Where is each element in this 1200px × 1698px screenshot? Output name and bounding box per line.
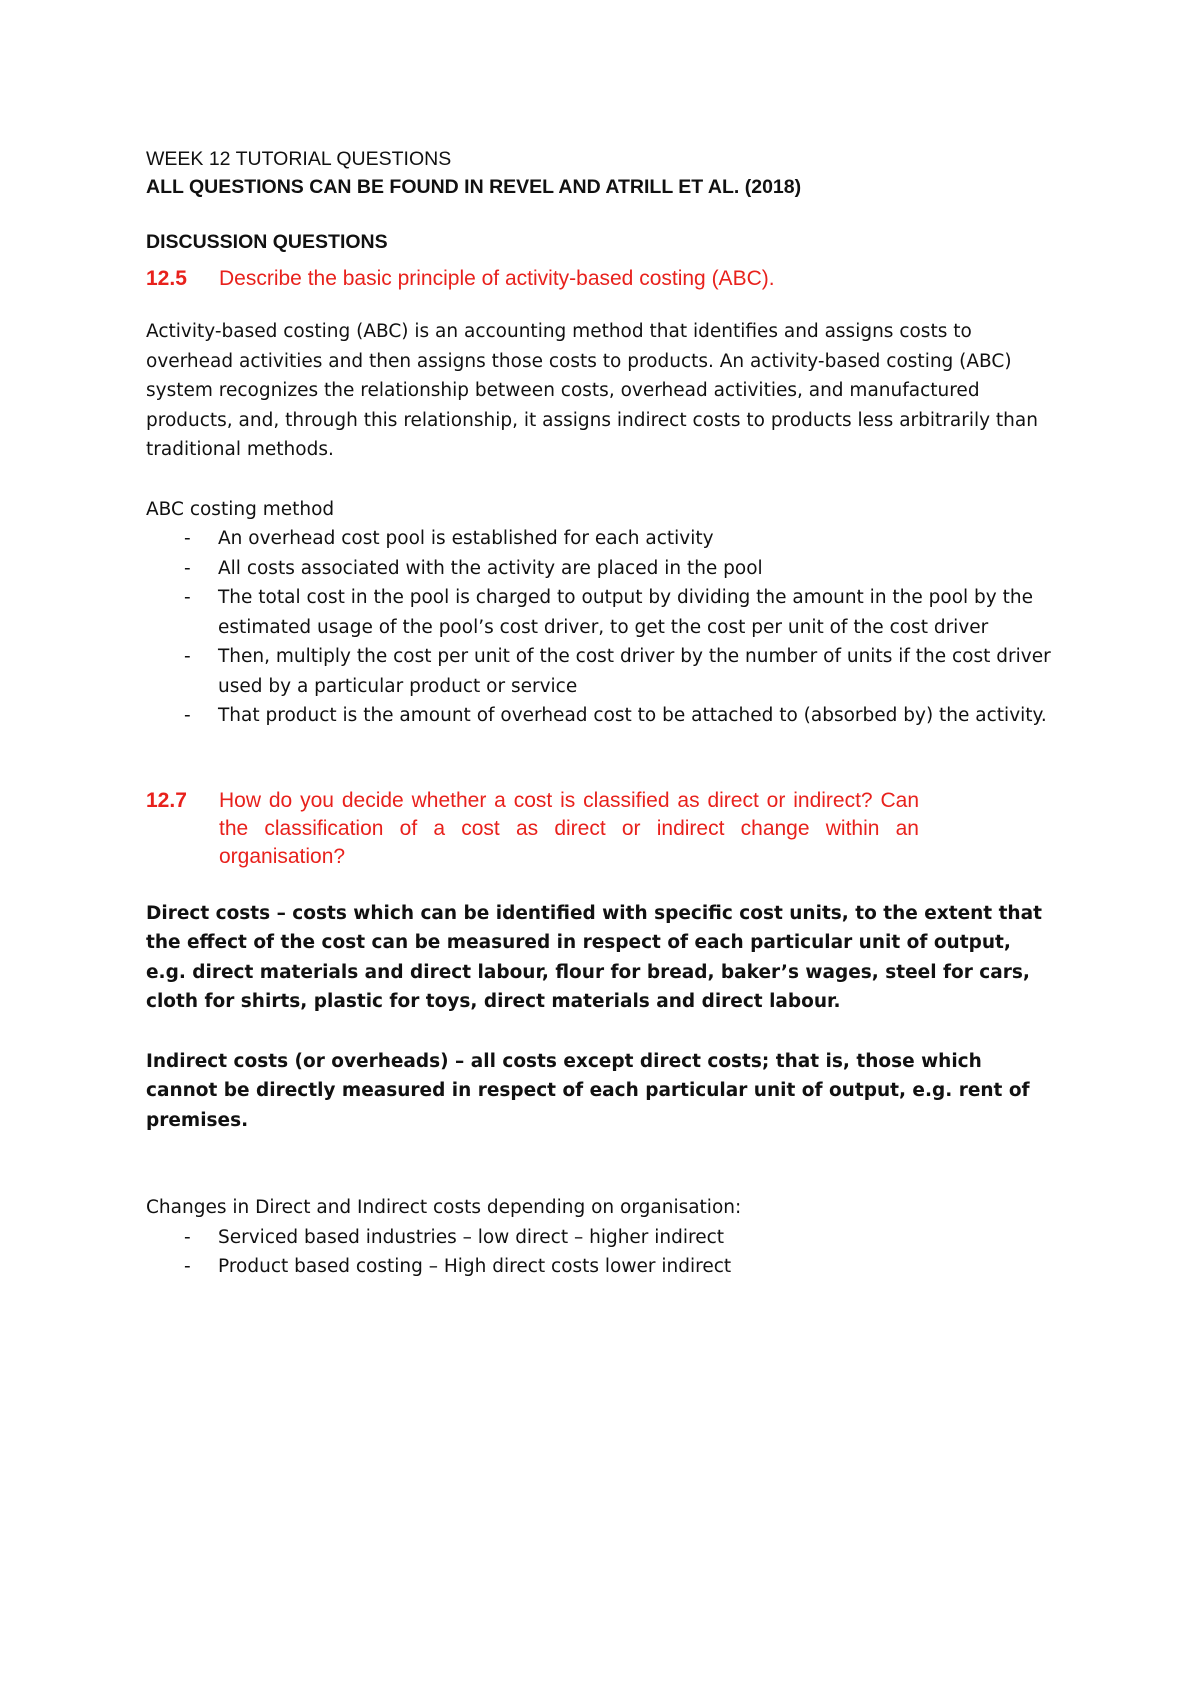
- indirect-costs-paragraph: Indirect costs (or overheads) – all costs except direct costs; that is, those which cannot be directly measured in respect of each particular unit of output, e.g. rent of premises.: [146, 1050, 1030, 1131]
- question-number: 12.7: [146, 788, 187, 812]
- question-text: Describe the basic principle of activity-based costing (ABC).: [219, 267, 775, 290]
- list-item-text: That product is the amount of overhead cost to be attached to (absorbed by) the activity.: [218, 705, 1047, 726]
- list-item-text: Then, multiply the cost per unit of the cost driver by the number of units if the cost driver used by a particular product or service: [218, 646, 1051, 697]
- dash-marker: -: [184, 557, 191, 579]
- list-item: [146, 701, 1066, 731]
- list-item-text: An overhead cost pool is established for each activity: [218, 528, 714, 549]
- list-item: [146, 583, 1066, 642]
- list-item: [146, 524, 1066, 554]
- section-heading: DISCUSSION QUESTIONS: [146, 231, 388, 253]
- question-text: How do you decide whether a cost is classified as direct or indirect? Can the classification of a cost as direct or indirect change within an organisation?: [219, 788, 919, 868]
- list-item-text: All costs associated with the activity are placed in the pool: [218, 557, 763, 579]
- list-item: [146, 554, 1066, 584]
- dash-marker: -: [184, 587, 191, 608]
- dash-marker: -: [184, 1256, 191, 1277]
- document-content: [146, 145, 1066, 1282]
- list-item: [146, 1252, 1066, 1282]
- dash-marker: -: [184, 1226, 191, 1248]
- abc-method-list: [146, 524, 1066, 731]
- list-item-text: The total cost in the pool is charged to output by dividing the amount in the pool by the estimated usage of the pool’s cost driver, to get the cost per unit of the cost driver: [218, 587, 1033, 638]
- document-title: WEEK 12 TUTORIAL QUESTIONS: [146, 148, 452, 170]
- direct-costs-paragraph: Direct costs – costs which can be identified with specific cost units, to the extent that the effect of the cost can be measured in respect of each particular unit of output, e.g. direct materials and direct labour, flour for bread, baker’s wages, steel for cars, cloth for shirts, plastic for toys, direct materials and direct labour.: [146, 902, 1042, 1012]
- changes-heading: Changes in Direct and Indirect costs depending on organisation:: [146, 1197, 742, 1218]
- question-number: 12.5: [146, 267, 187, 290]
- list-heading: ABC costing method: [146, 498, 335, 520]
- list-item: [146, 642, 1066, 701]
- dash-marker: -: [184, 646, 191, 667]
- document-subtitle: ALL QUESTIONS CAN BE FOUND IN REVEL AND ATRILL ET AL. (2018): [146, 176, 802, 198]
- dash-marker: -: [184, 705, 191, 726]
- question-12-5: [146, 265, 1066, 293]
- changes-list: [146, 1223, 1066, 1282]
- list-item-text: Product based costing – High direct costs lower indirect: [218, 1256, 732, 1277]
- list-item: [146, 1223, 1066, 1253]
- dash-marker: -: [184, 528, 191, 549]
- question-12-7: [146, 787, 1066, 871]
- list-item-text: Serviced based industries – low direct – higher indirect: [218, 1226, 725, 1248]
- answer-paragraph: Activity-based costing (ABC) is an accounting method that identifies and assigns costs to overhead activities and then assigns those costs to products. An activity-based costing (ABC) system recognizes the relationship between costs, overhead activities, and manufactured products, and, through this relationship, it assigns indirect costs to products less arbitrarily than traditional methods.: [146, 321, 1038, 460]
